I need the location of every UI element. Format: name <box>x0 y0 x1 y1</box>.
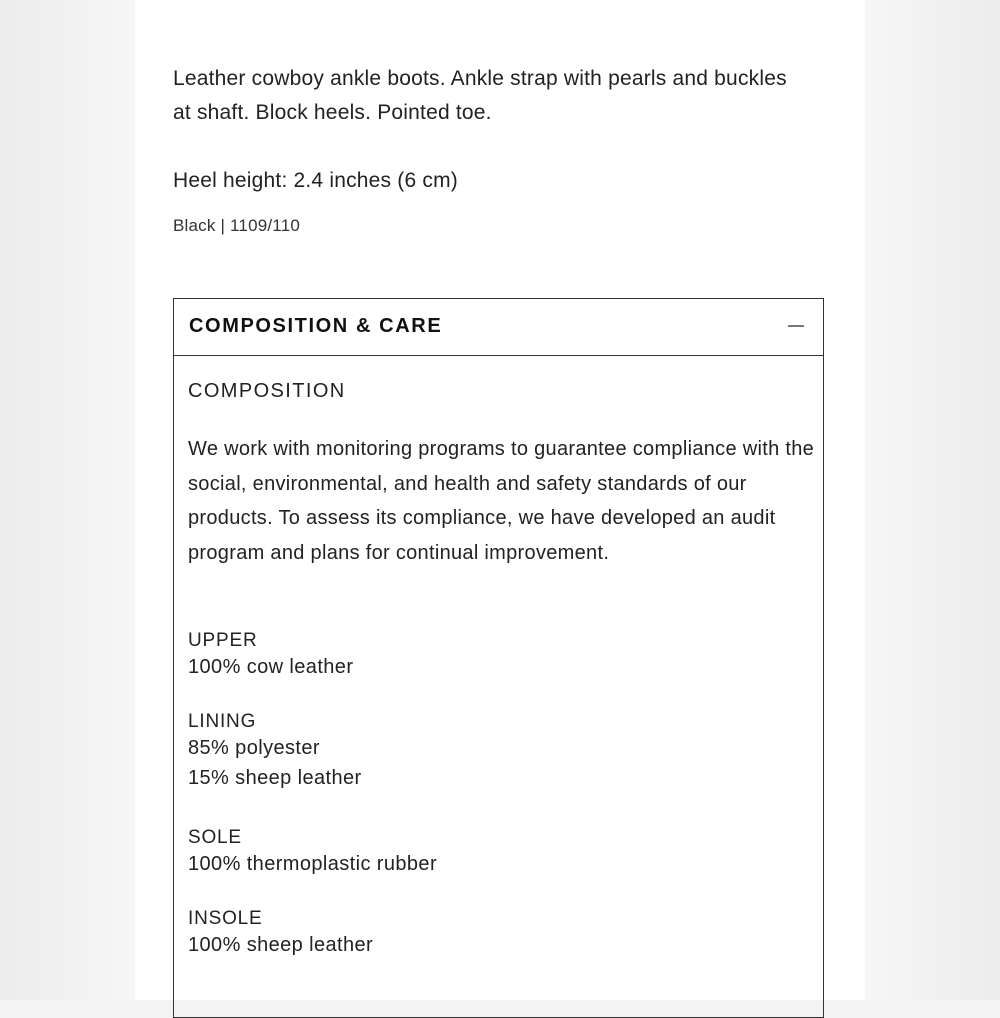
group-label: SOLE <box>188 827 242 848</box>
accordion-title: COMPOSITION & CARE <box>189 315 443 337</box>
composition-group-lining <box>188 711 788 795</box>
composition-care-accordion <box>173 298 824 1018</box>
group-label: LINING <box>188 711 257 732</box>
compliance-paragraph: We work with monitoring programs to guarantee compliance with the social, environmental, and health and safety standards of our products. To assess its compliance, we have developed an audit program and plans for continual improvement. <box>188 438 815 564</box>
composition-group-sole <box>188 827 788 877</box>
accordion-header[interactable] <box>174 299 823 356</box>
group-line: 100% thermoplastic rubber <box>188 853 438 875</box>
color-reference: Black | 1109/110 <box>173 216 301 235</box>
product-description: Leather cowboy ankle boots. Ankle strap with pearls and buckles at shaft. Block heels. Pointed toe. <box>173 67 787 124</box>
group-label: UPPER <box>188 630 258 651</box>
heel-height: Heel height: 2.4 inches (6 cm) <box>173 169 458 192</box>
group-label: INSOLE <box>188 908 263 929</box>
group-line: 100% sheep leather <box>188 934 374 956</box>
group-line: 15% sheep leather <box>188 767 362 789</box>
group-line: 85% polyester <box>188 737 320 759</box>
minus-icon[interactable] <box>783 311 809 341</box>
composition-heading: COMPOSITION <box>188 380 346 402</box>
composition-group-upper <box>188 630 788 680</box>
group-line: 100% cow leather <box>188 656 354 678</box>
composition-group-insole <box>188 908 788 958</box>
